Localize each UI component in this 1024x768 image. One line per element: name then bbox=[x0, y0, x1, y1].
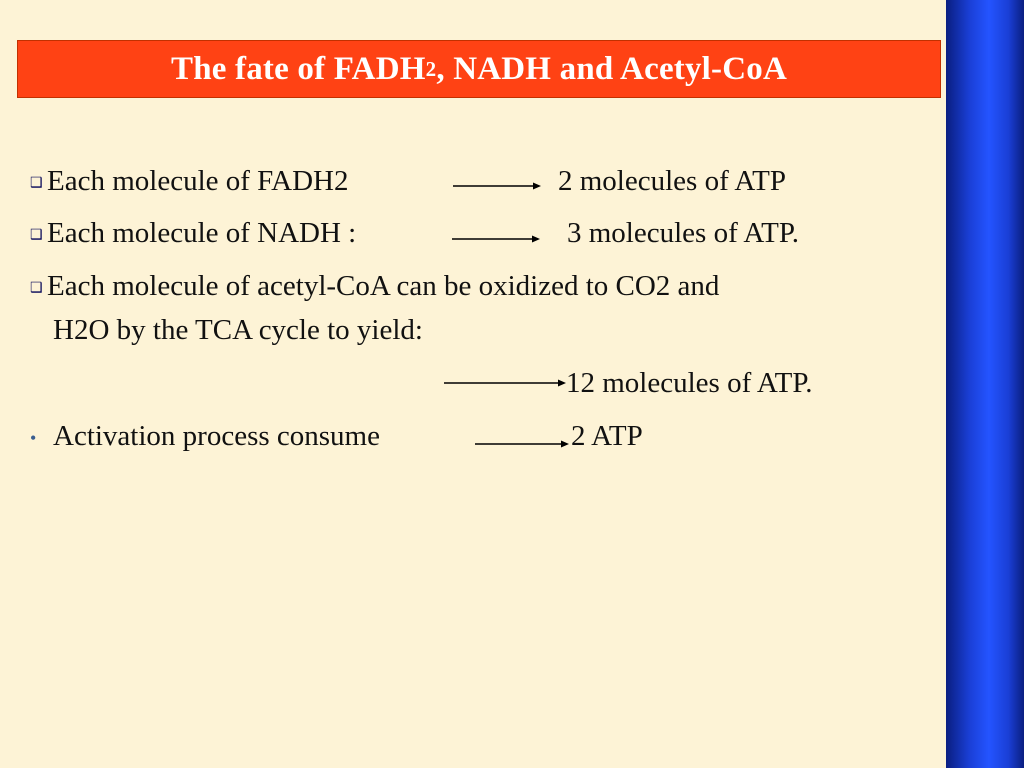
square-bullet-icon: ❑ bbox=[30, 281, 43, 296]
side-decoration-bar bbox=[946, 0, 1024, 768]
bullet-line-2-text: H2O by the TCA cycle to yield: bbox=[53, 314, 423, 346]
right-arrow-icon bbox=[475, 439, 569, 449]
bullet-result-text: 12 molecules of ATP. bbox=[566, 367, 813, 399]
bullet-line-1-text: Each molecule of acetyl-CoA can be oxidized to CO2 and bbox=[47, 270, 720, 302]
bullet-result-text: 2 molecules of ATP bbox=[558, 165, 786, 197]
bullet-lead-text: Activation process consume bbox=[53, 420, 380, 452]
title-rest: , NADH and Acetyl-CoA bbox=[436, 50, 787, 87]
right-arrow-icon bbox=[452, 234, 540, 244]
bullet-item-nadh bbox=[30, 216, 356, 253]
right-arrow-icon bbox=[453, 181, 541, 191]
bullet-item-acetyl-coa bbox=[30, 269, 719, 306]
bullet-result-text: 2 ATP bbox=[571, 420, 643, 452]
title-main: The fate of FADH bbox=[170, 50, 426, 87]
bullet-lead-text: Each molecule of NADH : bbox=[47, 217, 357, 249]
bullet-lead-text: Each molecule of FADH2 bbox=[47, 165, 349, 197]
dot-bullet-icon: • bbox=[30, 428, 37, 448]
right-arrow-icon bbox=[444, 378, 566, 388]
slide-title: The fate of FADH 2 , NADH and Acetyl-CoA bbox=[17, 40, 941, 98]
bullet-result-text: 3 molecules of ATP. bbox=[567, 217, 799, 249]
bullet-item-fadh2 bbox=[30, 164, 348, 201]
square-bullet-icon: ❑ bbox=[30, 176, 43, 191]
square-bullet-icon: ❑ bbox=[30, 228, 43, 243]
